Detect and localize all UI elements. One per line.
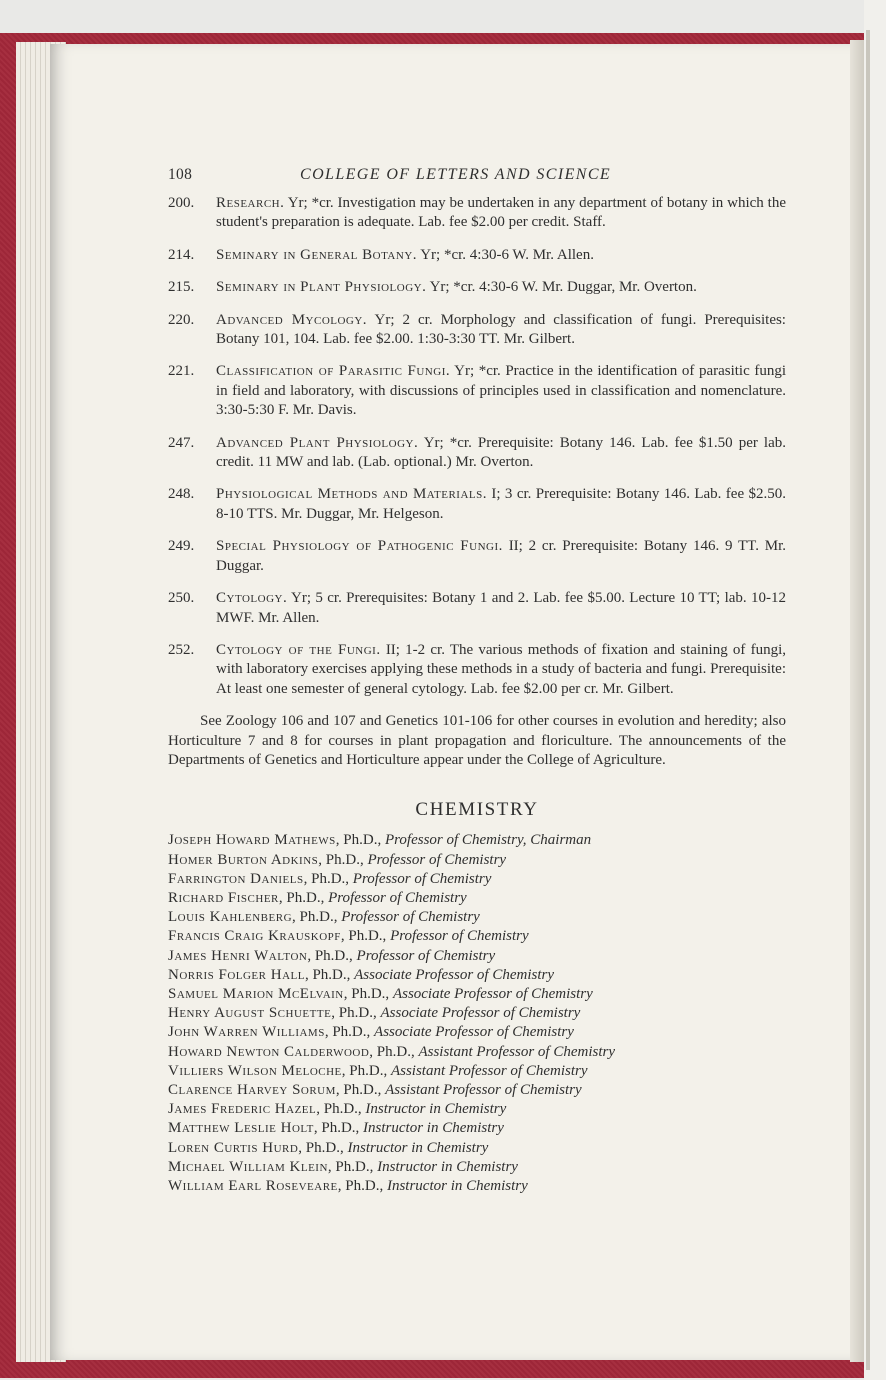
faculty-degree: , Ph.D., — [327, 1158, 378, 1175]
course-number: 250. — [168, 590, 195, 607]
faculty-title: Professor of Chemistry — [367, 851, 507, 868]
course-description: I; 3 cr. Prerequisite: Botany 146. Lab. fee $2.50. 8-10 TTS. Mr. Duggar, Mr. Helgeson. — [216, 486, 787, 522]
course-entry — [168, 434, 786, 473]
course-number: 214. — [168, 246, 195, 263]
course-description: Yr; *cr. Prerequisite: Botany 146. Lab. fee $1.50 per lab. credit. 11 MW and lab. (Lab. optional.) Mr. Overton. — [216, 434, 786, 471]
course-number: 248. — [168, 486, 195, 503]
faculty-entry — [168, 908, 786, 927]
course-entry — [168, 311, 786, 350]
cross-reference-note: See Zoology 106 and 107 and Genetics 101-106 for other courses in evolution and heredity; also Horticulture 7 and 8 for courses in plant propagation and floriculture. The announcements of the Departments of Genetics and Horticulture appear under the College of Agriculture. — [168, 713, 786, 768]
faculty-title: Professor of Chemistry — [352, 870, 492, 887]
course-description: Yr; *cr. Practice in the identification of parasitic fungi in field and laboratory, with discussions of principles used in classification and nomenclature. 3:30-5:30 F. Mr. Davis. — [216, 363, 786, 419]
faculty-title: Professor of Chemistry — [356, 947, 496, 964]
course-number: 200. — [168, 195, 195, 211]
faculty-list — [168, 831, 786, 1196]
course-description: II; 1-2 cr. The various methods of fixation and staining of fungi, with laboratory exercises applying these methods in a study of bacteria and fungi. Prerequisite: At least one semester of general cytology. Lab. fee $2.00 per cr. Mr. Gilbert. — [216, 641, 787, 697]
faculty-degree: , Ph.D., — [331, 1005, 381, 1022]
faculty-name: Villiers Wilson Meloche — [168, 1062, 342, 1079]
section-title: CHEMISTRY — [415, 799, 539, 821]
page-number: 108 — [168, 166, 193, 183]
faculty-entry — [168, 927, 786, 946]
faculty-degree: , Ph.D., — [324, 1024, 375, 1041]
course-title: Cytology. — [216, 590, 288, 607]
course-title: Special Physiology of Pathogenic Fungi. — [216, 538, 503, 555]
course-description: Yr; *cr. Investigation may be undertaken in any department of botany in which the student's preparation is adequate. Lab. fee $2.00 per credit. Staff. — [216, 195, 786, 231]
faculty-name: Farrington Daniels — [168, 870, 304, 887]
course-title: Advanced Mycology. — [216, 311, 368, 328]
faculty-name: John Warren Williams — [168, 1024, 325, 1041]
faculty-degree: , Ph.D., — [304, 966, 355, 983]
faculty-name: Louis Kahlenberg — [168, 909, 293, 926]
course-title: Cytology of the Fungi. — [216, 641, 381, 658]
adjacent-page-strip — [864, 0, 886, 1380]
course-number: 221. — [168, 363, 195, 380]
faculty-entry — [168, 831, 786, 850]
course-description: Yr; 2 cr. Morphology and classification of fungi. Prerequisites: Botany 101, 104. Lab. fee $2.00. 1:30-3:30 TT. Mr. Gilbert. — [216, 311, 786, 348]
faculty-title: Assistant Professor of Chemistry — [385, 1081, 582, 1098]
faculty-degree: , Ph.D., — [292, 909, 342, 926]
faculty-title: Associate Professor of Chemistry — [392, 985, 593, 1002]
faculty-name: Loren Curtis Hurd — [168, 1139, 299, 1156]
faculty-degree: , Ph.D., — [316, 1101, 366, 1118]
faculty-entry — [168, 985, 786, 1004]
page-content — [168, 160, 786, 1196]
faculty-title: Instructor in Chemistry — [365, 1101, 507, 1118]
course-number: 249. — [168, 538, 195, 555]
faculty-title: Instructor in Chemistry — [386, 1178, 528, 1194]
faculty-entry — [168, 1158, 786, 1177]
page-header — [168, 160, 786, 194]
course-entry — [168, 641, 786, 699]
faculty-title: Professor of Chemistry, Chairman — [384, 832, 592, 849]
faculty-entry — [168, 947, 786, 966]
faculty-entry — [168, 1062, 786, 1081]
faculty-name: Joseph Howard Mathews — [168, 832, 336, 849]
course-title: Research. — [216, 195, 285, 211]
course-title: Advanced Plant Physiology. — [216, 434, 419, 451]
course-description: Yr; *cr. 4:30-6 W. Mr. Duggar, Mr. Overton. — [429, 279, 697, 296]
faculty-degree: , Ph.D., — [369, 1043, 419, 1060]
faculty-name: Richard Fischer — [168, 889, 279, 906]
faculty-name: Henry August Schuette — [168, 1005, 332, 1022]
faculty-entry — [168, 870, 786, 889]
faculty-degree: , Ph.D., — [341, 1062, 391, 1079]
course-entry — [168, 589, 786, 628]
course-entry — [168, 246, 786, 265]
page-right-edge — [850, 40, 864, 1362]
faculty-name: Clarence Harvey Sorum — [168, 1081, 336, 1098]
course-title: Physiological Methods and Materials. — [216, 486, 487, 503]
faculty-degree: , Ph.D., — [335, 1081, 386, 1098]
faculty-title: Assistant Professor of Chemistry — [418, 1043, 616, 1060]
course-title: Classification of Parasitic Fungi. — [216, 363, 451, 380]
faculty-entry — [168, 1081, 786, 1100]
course-entry — [168, 362, 786, 420]
faculty-degree: , Ph.D., — [335, 832, 385, 849]
faculty-title: Associate Professor of Chemistry — [354, 966, 554, 983]
faculty-name: Francis Craig Krauskopf — [168, 928, 341, 945]
course-entry — [168, 537, 786, 576]
faculty-title: Professor of Chemistry — [390, 928, 529, 945]
faculty-name: Michael William Klein — [168, 1158, 328, 1175]
faculty-entry — [168, 1043, 786, 1062]
faculty-degree: , Ph.D., — [303, 870, 353, 887]
course-entry — [168, 194, 786, 233]
course-description: Yr; *cr. 4:30-6 W. Mr. Allen. — [420, 246, 594, 263]
faculty-name: James Frederic Hazel — [168, 1101, 317, 1118]
faculty-entry — [168, 1100, 786, 1119]
faculty-entry — [168, 1177, 786, 1196]
faculty-title: Professor of Chemistry — [328, 889, 467, 906]
faculty-entry — [168, 1139, 786, 1158]
course-number: 247. — [168, 434, 195, 451]
faculty-name: James Henri Walton — [168, 947, 308, 964]
faculty-entry — [168, 851, 786, 870]
faculty-degree: , Ph.D., — [318, 851, 368, 868]
faculty-title: Associate Professor of Chemistry — [380, 1005, 581, 1022]
course-title: Seminary in General Botany. — [216, 246, 418, 263]
faculty-entry — [168, 1023, 786, 1042]
course-description: II; 2 cr. Prerequisite: Botany 146. 9 TT. Mr. Duggar. — [216, 538, 786, 574]
faculty-degree: , Ph.D., — [340, 928, 391, 945]
faculty-degree: , Ph.D., — [343, 985, 393, 1002]
faculty-degree: , Ph.D., — [337, 1178, 387, 1194]
course-description: Yr; 5 cr. Prerequisites: Botany 1 and 2. Lab. fee $5.00. Lecture 10 TT; lab. 10-12 MWF. Mr. Allen. — [216, 590, 786, 626]
course-list — [168, 194, 786, 699]
faculty-title: Associate Professor of Chemistry — [374, 1024, 574, 1041]
faculty-entry — [168, 966, 786, 985]
course-number: 252. — [168, 641, 195, 658]
faculty-title: Assistant Professor of Chemistry — [390, 1062, 588, 1079]
faculty-title: Instructor in Chemistry — [363, 1120, 504, 1137]
faculty-entry — [168, 889, 786, 908]
faculty-title: Instructor in Chemistry — [377, 1158, 518, 1175]
course-entry — [168, 485, 786, 524]
course-number: 220. — [168, 311, 195, 328]
faculty-title: Instructor in Chemistry — [347, 1139, 489, 1156]
course-number: 215. — [168, 279, 195, 296]
faculty-degree: , Ph.D., — [313, 1120, 364, 1137]
faculty-entry — [168, 1119, 786, 1138]
faculty-degree: , Ph.D., — [298, 1139, 348, 1156]
faculty-name: William Earl Roseveare — [168, 1178, 338, 1194]
faculty-entry — [168, 1004, 786, 1023]
faculty-name: Howard Newton Calderwood — [168, 1043, 370, 1060]
faculty-degree: , Ph.D., — [278, 889, 329, 906]
faculty-name: Homer Burton Adkins — [168, 851, 319, 868]
faculty-title: Professor of Chemistry — [341, 909, 480, 926]
faculty-name: Matthew Leslie Holt — [168, 1120, 314, 1137]
course-entry — [168, 278, 786, 297]
course-title: Seminary in Plant Physiology. — [216, 279, 427, 296]
faculty-degree: , Ph.D., — [307, 947, 357, 964]
running-head: COLLEGE OF LETTERS AND SCIENCE — [300, 166, 612, 183]
faculty-name: Samuel Marion McElvain — [168, 985, 344, 1002]
faculty-name: Norris Folger Hall — [168, 966, 305, 983]
